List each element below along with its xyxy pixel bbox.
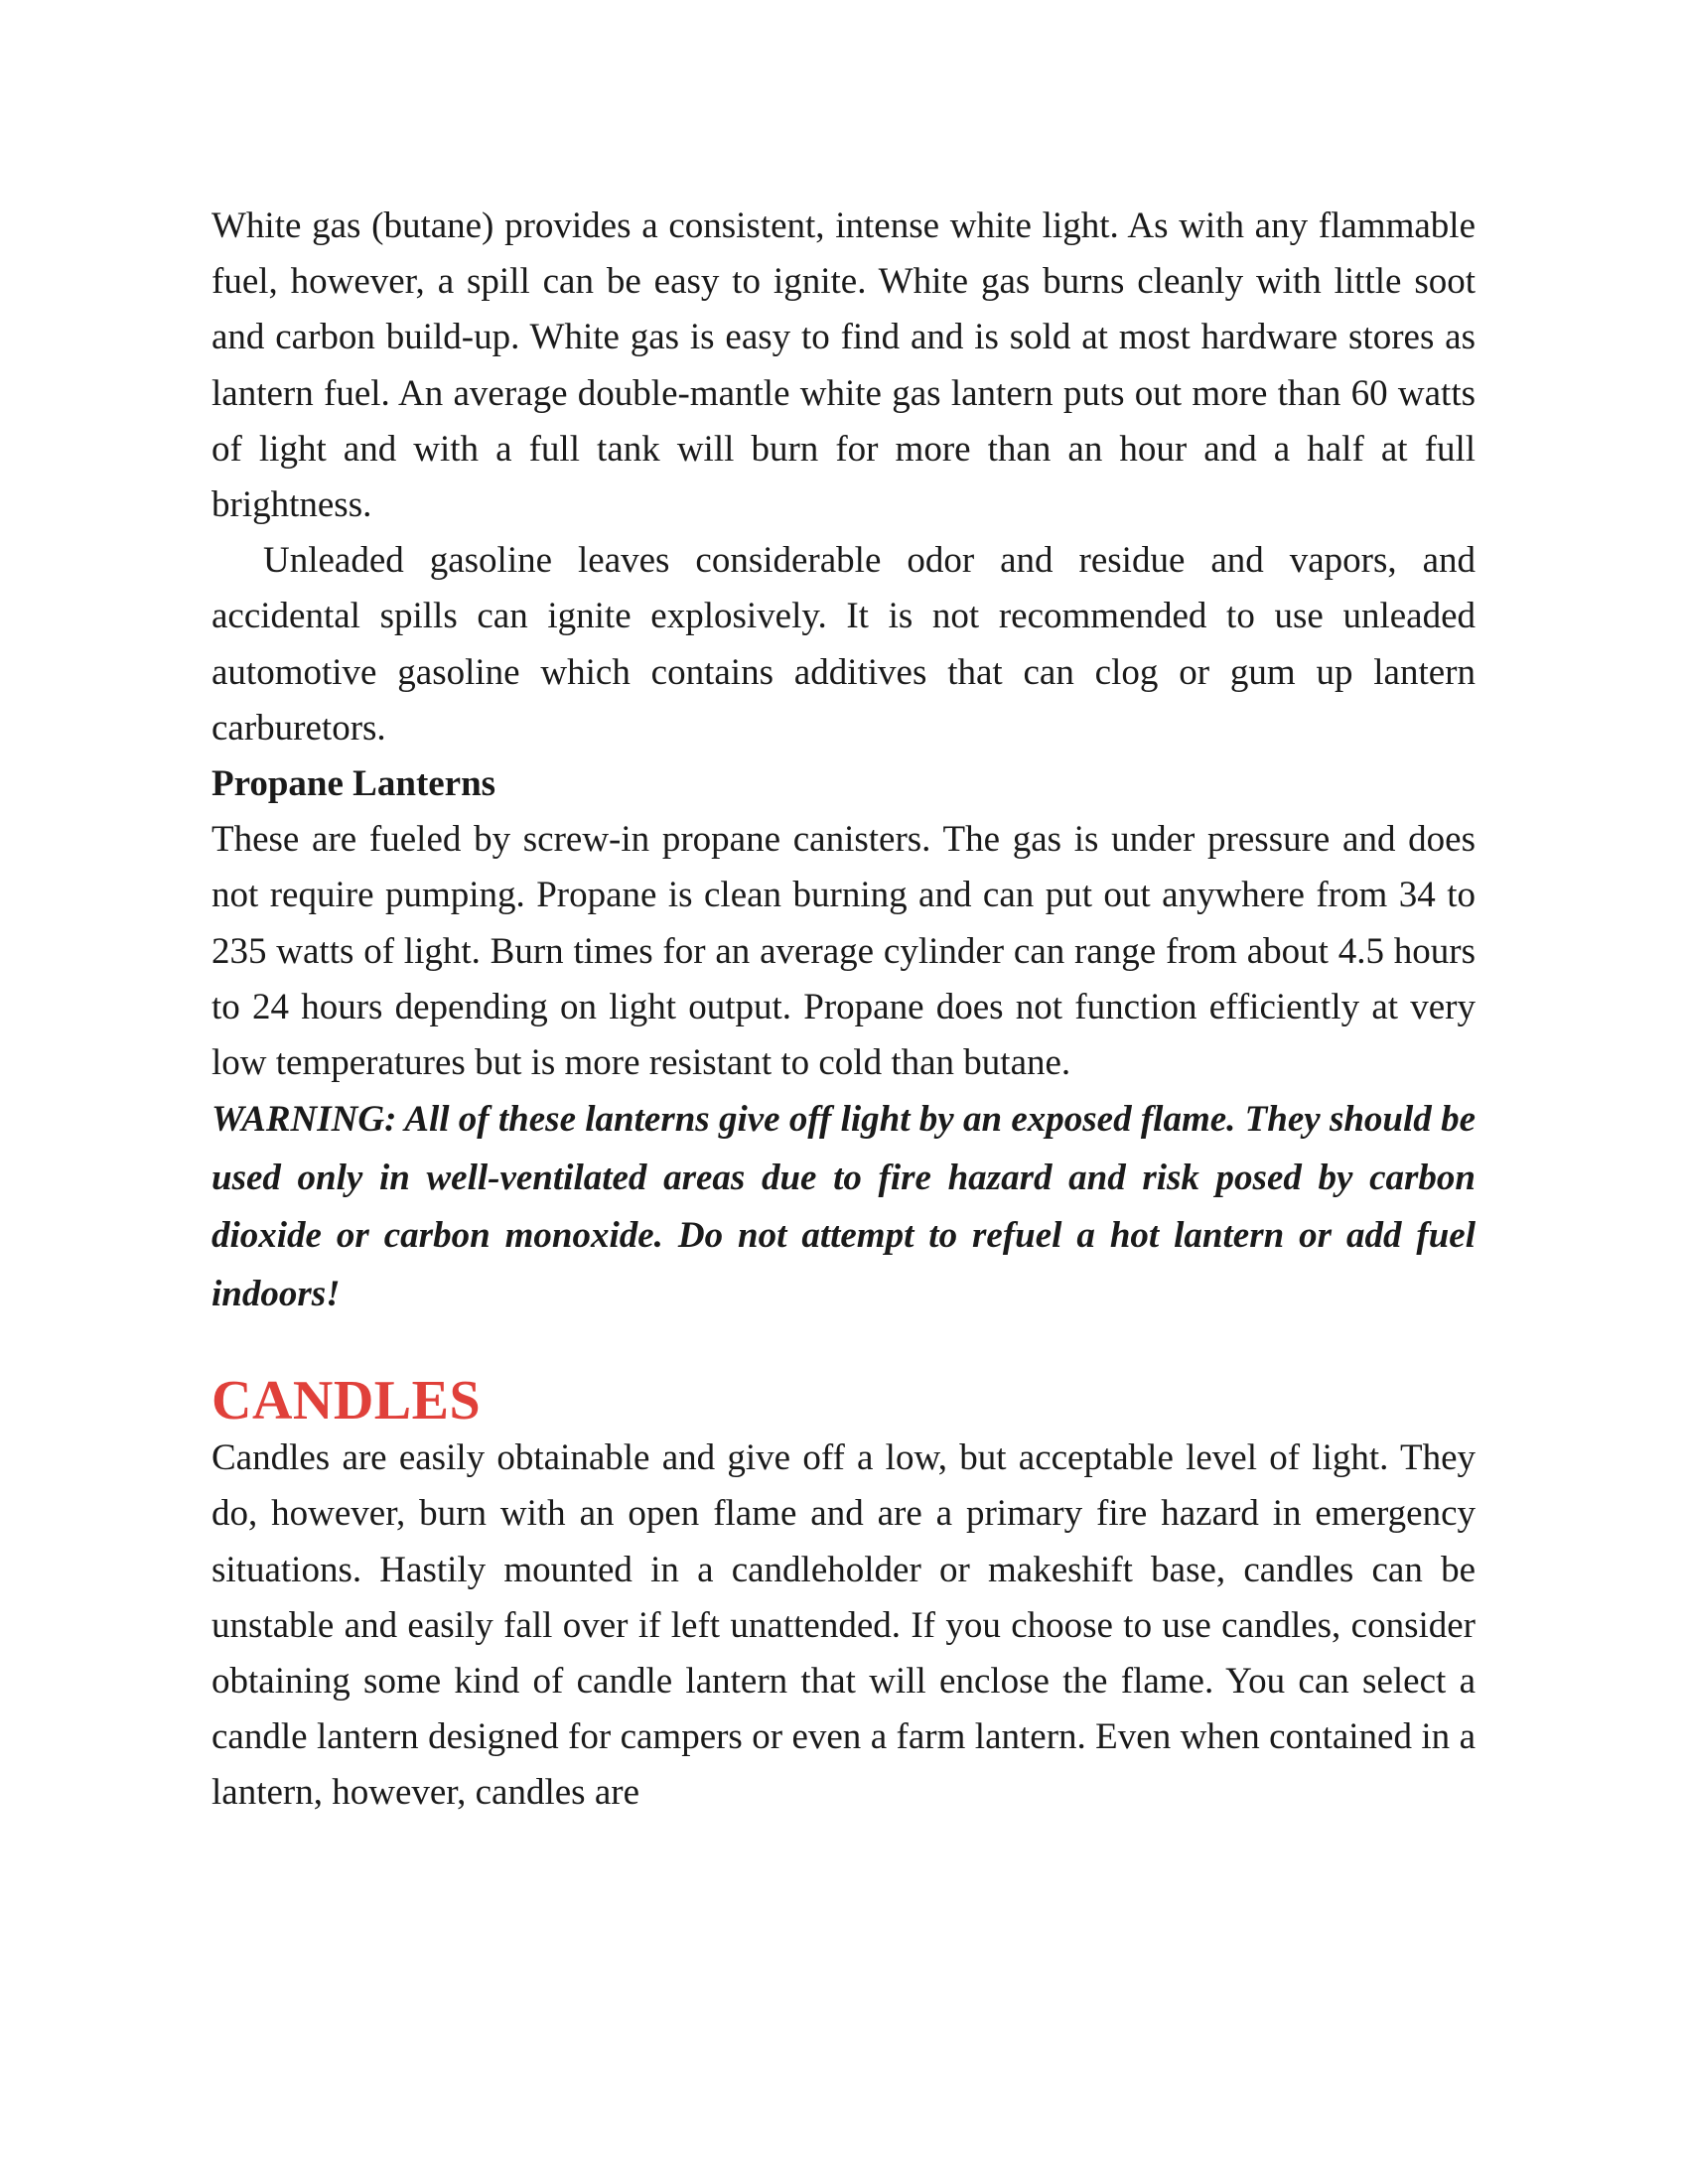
page-content — [211, 199, 1476, 1822]
propane-lanterns-paragraph: These are fueled by screw-in propane canisters. The gas is under pressure and does not require pumping. Propane is clean burning and can put out anywhere from 34 to 235 watts of light. Burn times for an average cylinder can range from about 4.5 hours to 24 hours depending on light output. Propane does not function efficiently at very low temperatures but is more resistant to cold than butane. — [211, 819, 1476, 1084]
candles-paragraph: Candles are easily obtainable and give off a low, but acceptable level of light. They do, however, burn with an open flame and are a primary fire hazard in emergency situations. Hastily mounted in a candleholder or makeshift base, candles can be unstable and easily fall over if left unattended. If you choose to use candles, consider obtaining some kind of candle lantern that will enclose the flame. You can select a candle lantern designed for campers or even a farm lantern. Even when contained in a lantern, however, candles are — [211, 1437, 1476, 1814]
candles-heading: CANDLES — [211, 1370, 482, 1433]
white-gas-paragraph: White gas (butane) provides a consistent, intense white light. As with any flammable fuel, however, a spill can be easy to ignite. White gas burns cleanly with little soot and carbon build-up. White gas is easy to find and is sold at most hardware stores as lantern fuel. An average double-mantle white gas lantern puts out more than 60 watts of light and with a full tank will burn for more than an hour and a half at full brightness. — [211, 205, 1476, 526]
propane-lanterns-heading: Propane Lanterns — [211, 763, 496, 805]
warning-note: WARNING: All of these lanterns give off light by an exposed flame. They should be used only in well-ventilated areas due to fire hazard and risk posed by carbon dioxide or carbon monoxide. Do not attempt to refuel a hot lantern or add fuel indoors! — [211, 1099, 1476, 1314]
unleaded-gasoline-paragraph: Unleaded gasoline leaves considerable odor and residue and vapors, and accidental spills can ignite explosively. It is not recommended to use unleaded automotive gasoline which contains additives that can clog or gum up lantern carburetors. — [211, 540, 1476, 749]
